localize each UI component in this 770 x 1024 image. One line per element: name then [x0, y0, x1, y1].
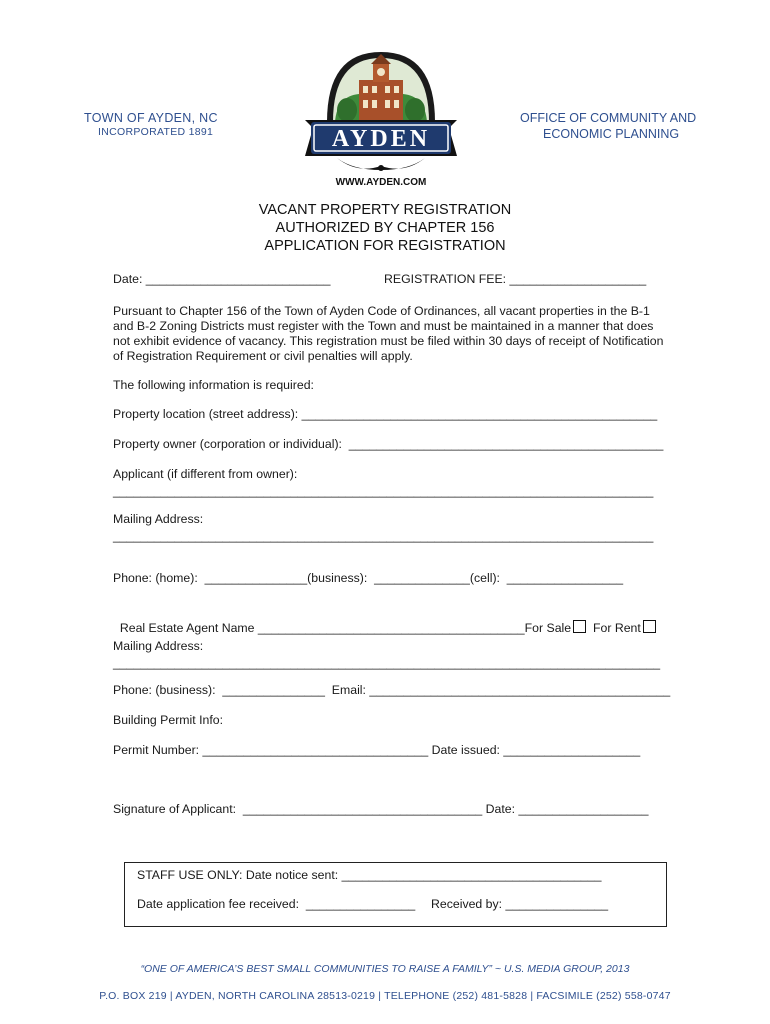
- title-line1: VACANT PROPERTY REGISTRATION: [258, 202, 512, 218]
- property-location-field[interactable]: Property location (street address): ____________________________________________________: [113, 407, 658, 421]
- ordinance-paragraph: Pursuant to Chapter 156 of the Town of Ayden Code of Ordinances, all vacant properties in the B-1 and B-2 Zoning Districts must register with the Town and must be maintained in a manner that does not exhibit evidence of vacancy. This registration must be filed within 30 days of receipt of Notification of Registration Requirement or civil penalties will apply.: [113, 304, 664, 363]
- town-name: TOWN OF AYDEN, NC: [84, 111, 218, 125]
- agent-mailing-address-label: Mailing Address:: [113, 639, 204, 653]
- footer-address: P.O. BOX 219 | AYDEN, NORTH CAROLINA 28513-0219 | TELEPHONE (252) 481-5828 | FACSIMILE (252) 558-0747: [99, 990, 671, 1002]
- ayden-logo: [297, 44, 465, 190]
- info-required-label: The following information is required:: [113, 378, 314, 392]
- building-permit-label: Building Permit Info:: [113, 713, 224, 727]
- signature-field[interactable]: Signature of Applicant: ___________________________________ Date: ___________________: [113, 802, 649, 816]
- for-sale-checkbox[interactable]: [573, 620, 586, 633]
- applicant-field[interactable]: _______________________________________________________________________________: [113, 484, 654, 498]
- staff-received-by-field[interactable]: Received by: _______________: [431, 897, 609, 911]
- mailing-address-label: Mailing Address:: [113, 512, 204, 526]
- logo-name: AYDEN: [331, 126, 431, 152]
- staff-notice-field[interactable]: STAFF USE ONLY: Date notice sent: ______________________________________: [137, 868, 602, 882]
- staff-fee-received-field[interactable]: Date application fee received: ________________: [137, 897, 416, 911]
- footer-quote: “ONE OF AMERICA’S BEST SMALL COMMUNITIES TO RAISE A FAMILY” ~ U.S. MEDIA GROUP, 2013: [140, 963, 630, 975]
- title-line3: APPLICATION FOR REGISTRATION: [264, 238, 506, 254]
- agent-phone-email-field[interactable]: Phone: (business): _______________ Email: ____________________________________________: [113, 683, 671, 697]
- mailing-address-field[interactable]: _______________________________________________________________________________: [113, 529, 654, 543]
- permit-number-field[interactable]: Permit Number: _________________________________ Date issued: ____________________: [113, 743, 641, 757]
- agent-mailing-address-field[interactable]: ________________________________________________________________________________: [113, 656, 661, 670]
- office-title-line2: ECONOMIC PLANNING: [543, 127, 680, 141]
- real-estate-agent-field[interactable]: Real Estate Agent Name _______________________________________For Sale: [119, 621, 572, 635]
- title-line2: AUTHORIZED BY CHAPTER 156: [275, 220, 495, 236]
- logo-url: WWW.AYDEN.COM: [335, 177, 427, 188]
- incorporated-year: INCORPORATED 1891: [98, 126, 214, 138]
- registration-fee-field[interactable]: REGISTRATION FEE: ____________________: [384, 272, 647, 286]
- for-rent-label: For Rent: [592, 621, 641, 635]
- phone-fields[interactable]: Phone: (home): _______________(business): ______________(cell): _________________: [113, 571, 624, 585]
- applicant-label: Applicant (if different from owner):: [113, 467, 298, 481]
- staff-use-box: [124, 862, 667, 927]
- property-owner-field[interactable]: Property owner (corporation or individual): ______________________________________________: [113, 437, 664, 451]
- office-title-line1: OFFICE OF COMMUNITY AND: [520, 111, 697, 125]
- date-field[interactable]: Date: ___________________________: [113, 272, 331, 286]
- for-rent-checkbox[interactable]: [643, 620, 656, 633]
